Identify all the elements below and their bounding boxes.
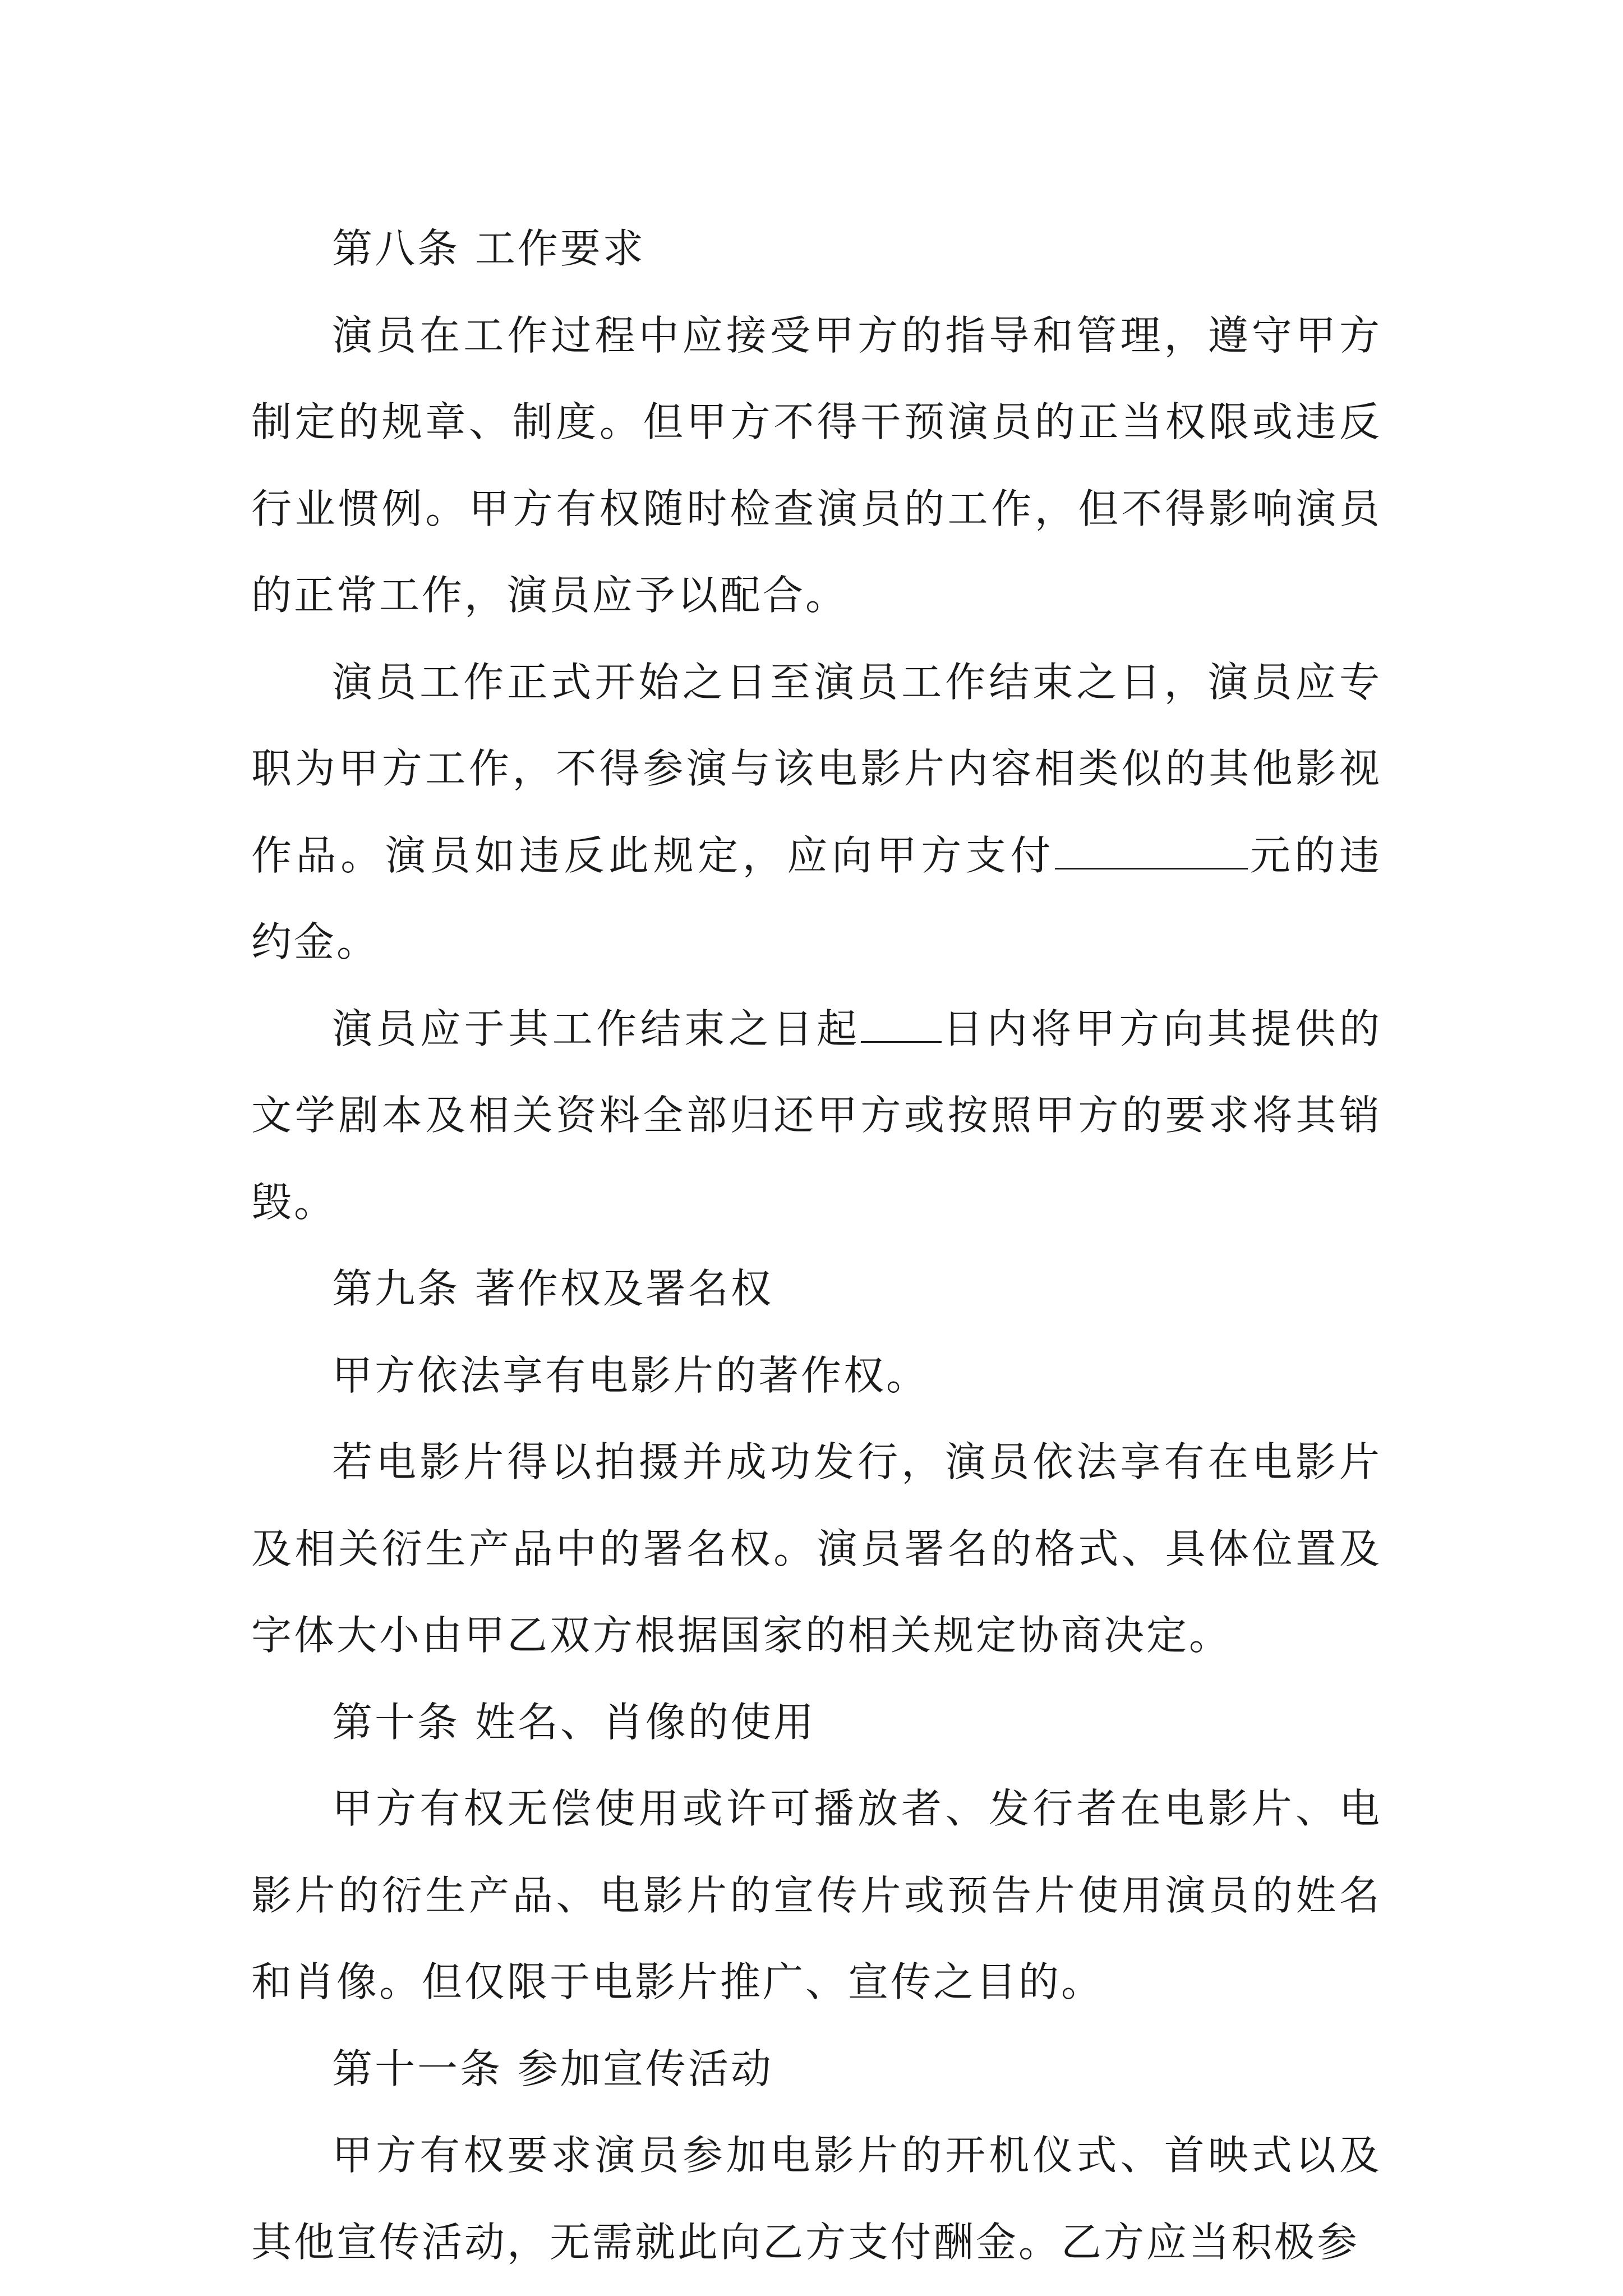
penalty-amount-blank <box>1055 833 1248 869</box>
article-11-heading: 第十一条 参加宣传活动 <box>332 2045 773 2092</box>
article-10-paragraph-1: 甲方有权无偿使用或许可播放者、发行者在电影片、电影片的衍生产品、电影片的宣传片或预告片使用演员的姓名和肖像。但仅限于电影片推广、宣传之目的。 <box>251 1785 1382 2005</box>
return-materials-suffix: 日内将甲方向其提供的文学剧本及相关资料全部归还甲方或按照甲方的要求将其销毁。 <box>251 1005 1382 1226</box>
article-8-paragraph-1: 演员在工作过程中应接受甲方的指导和管理，遵守甲方制定的规章、制度。但甲方不得干预演员的正当权限或违反行业惯例。甲方有权随时检查演员的工作，但不得影响演员的正常工作，演员应予以配合。 <box>251 311 1382 619</box>
article-8-paragraph-2 <box>251 639 1382 986</box>
article-10-heading: 第十条 姓名、肖像的使用 <box>332 1698 816 1746</box>
article-9-paragraph-2: 若电影片得以拍摄并成功发行，演员依法享有在电影片及相关衍生产品中的署名权。演员署名的格式、具体位置及字体大小由甲乙双方根据国家的相关规定协商决定。 <box>251 1438 1382 1659</box>
article-8-heading: 第八条 工作要求 <box>332 225 645 272</box>
penalty-clause-suffix: 元的违约金。 <box>251 831 1382 965</box>
return-days-blank <box>861 1006 942 1043</box>
article-9-paragraph-1: 甲方依法享有电影片的著作权。 <box>332 1351 929 1399</box>
article-11-paragraph-1: 甲方有权要求演员参加电影片的开机仪式、首映式以及其他宣传活动，无需就此向乙方支付酬金。乙方应当积极参 <box>251 2132 1382 2266</box>
penalty-clause-text: 演员工作正式开始之日至演员工作结束之日，演员应专职为甲方工作，不得参演与该电影片内容相类似的其他影视作品。演员如违反此规定，应向甲方支付 <box>251 658 1382 879</box>
article-9-heading: 第九条 著作权及署名权 <box>332 1265 773 1312</box>
document-body <box>251 205 1382 2285</box>
return-materials-text: 演员应于其工作结束之日起 <box>332 1005 861 1052</box>
article-8-paragraph-3 <box>251 986 1382 1246</box>
